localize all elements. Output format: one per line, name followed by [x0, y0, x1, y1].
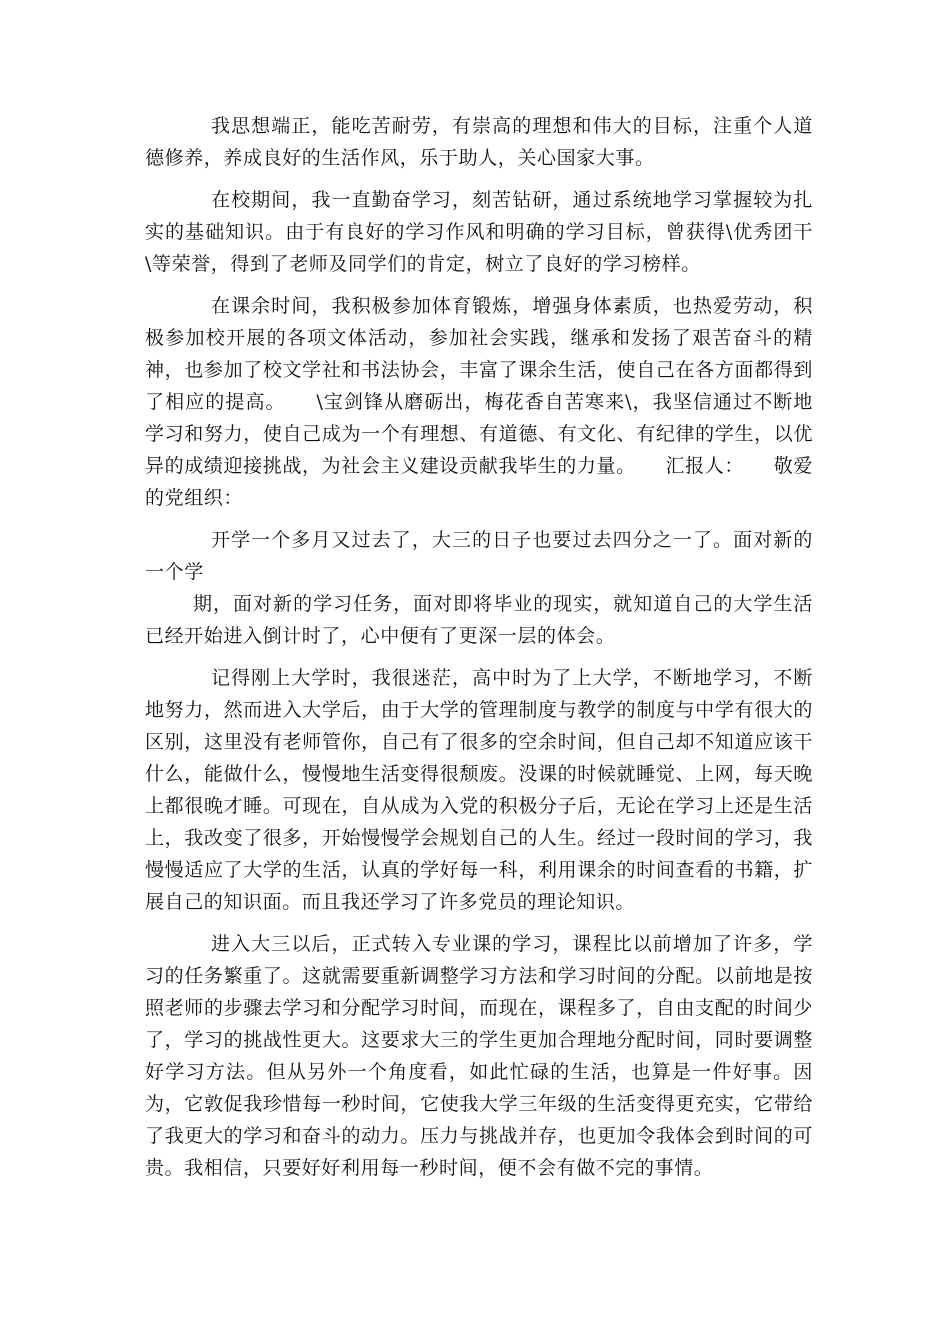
paragraph-semester-continued: 期，面对新的学习任务，面对即将毕业的现实，就知道自己的大学生活已经开始进入倒计时了，心中便有了更深一层的体会。	[145, 593, 813, 647]
paragraph-first-year: 记得刚上大学时，我很迷茫，高中时为了上大学，不断地学习，不断地努力，然而进入大学后，由于大学的管理制度与教学的制度与中学有很大的区别，这里没有老师管你，自己有了很多的空余时间，但自己却不知道应该干什么，能做什么，慢慢地生活变得很颓废。没课的时候就睡觉、上网，每天晚上都很晚才睡。可现在，自从成为入党的积极分子后，无论在学习上还是生活上，我改变了很多，开始慢慢学会规划自己的人生。经过一段时间的学习，我慢慢适应了大学的生活，认真的学好每一科，利用课余的时间查看的书籍，扩展自己的知识面。而且我还学习了许多党员的理论知识。	[145, 667, 813, 913]
paragraph-study: 在校期间，我一直勤奋学习，刻苦钻研，通过系统地学习掌握较为扎实的基础知识。由于有良好的学习作风和明确的学习目标，曾获得\优秀团干\等荣誉，得到了老师及同学们的肯定，树立了良好的学习榜样。	[145, 189, 813, 275]
document-body	[145, 110, 813, 1194]
paragraph-activities: 在课余时间，我积极参加体育锻炼，增强身体素质，也热爱劳动，积极参加校开展的各项文体活动，参加社会实践，继承和发扬了艰苦奋斗的精神，也参加了校文学社和书法协会，丰富了课余生活，使自己在各方面都得到了相应的提高。 \宝剑锋从磨砺出，梅花香自苦寒来\，我坚信通过不断地学习和努力，使自己成为一个有理想、有道德、有文化、有纪律的学生，以优异的成绩迎接挑战，为社会主义建设贡献我毕生的力量。 汇报人： 敬爱的党组织：	[145, 295, 813, 509]
paragraph-third-year: 进入大三以后，正式转入专业课的学习，课程比以前增加了许多，学习的任务繁重了。这就需要重新调整学习方法和学习时间的分配。以前地是按照老师的步骤去学习和分配学习时间，而现在，课程多了，自由支配的时间少了，学习的挑战性更大。这要求大三的学生更加合理地分配时间，同时要调整好学习方法。但从另外一个角度看，如此忙碌的生活，也算是一件好事。因为，它敦促我珍惜每一秒时间，它使我大学三年级的生活变得更充实，它带给了我更大的学习和奋斗的动力。压力与挑战并存，也更加令我体会到时间的可贵。我相信，只要好好利用每一秒时间，便不会有做不完的事情。	[145, 933, 813, 1179]
paragraph-ideology: 我思想端正，能吃苦耐劳，有崇高的理想和伟大的目标，注重个人道德修养，养成良好的生活作风，乐于助人，关心国家大事。	[145, 115, 813, 169]
paragraph-semester-start: 开学一个多月又过去了，大三的日子也要过去四分之一了。面对新的一个学	[145, 529, 813, 583]
